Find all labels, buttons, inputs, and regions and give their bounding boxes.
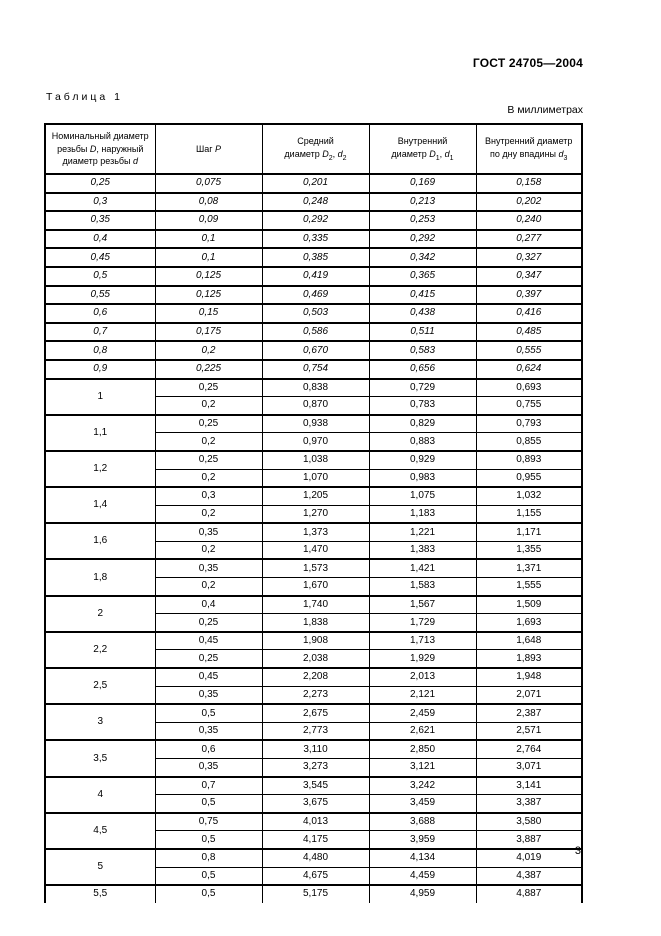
cell-d3: 1,355 bbox=[476, 541, 582, 559]
table-row bbox=[45, 341, 582, 360]
cell-pitch: 0,8 bbox=[155, 849, 262, 867]
cell-nominal-diameter: 1,2 bbox=[45, 451, 155, 487]
cell-d3: 0,347 bbox=[476, 267, 582, 286]
cell-d3: 4,387 bbox=[476, 867, 582, 885]
cell-nominal-diameter: 3,5 bbox=[45, 740, 155, 776]
cell-pitch: 0,1 bbox=[155, 230, 262, 249]
cell-d1: 0,983 bbox=[369, 469, 476, 487]
cell-nominal-diameter: 0,6 bbox=[45, 304, 155, 323]
cell-pitch: 0,075 bbox=[155, 174, 262, 193]
cell-d1: 3,959 bbox=[369, 831, 476, 849]
cell-d2: 1,205 bbox=[262, 487, 369, 505]
cell-d2: 2,273 bbox=[262, 686, 369, 704]
cell-d2: 4,175 bbox=[262, 831, 369, 849]
cell-nominal-diameter: 1,6 bbox=[45, 523, 155, 559]
cell-d2: 4,480 bbox=[262, 849, 369, 867]
cell-d3: 0,416 bbox=[476, 304, 582, 323]
cell-d3: 0,755 bbox=[476, 397, 582, 415]
cell-d1: 4,459 bbox=[369, 867, 476, 885]
cell-d2: 0,754 bbox=[262, 360, 369, 379]
table-row bbox=[45, 451, 582, 469]
units-note: В миллиметрах bbox=[507, 104, 583, 116]
table-caption: Таблица 1 bbox=[46, 91, 123, 103]
cell-d3: 3,887 bbox=[476, 831, 582, 849]
cell-d2: 4,013 bbox=[262, 813, 369, 831]
cell-nominal-diameter: 2,2 bbox=[45, 632, 155, 668]
cell-d1: 1,383 bbox=[369, 541, 476, 559]
column-header-root-diameter: Внутренний диаметр по дну впадины $d_3$ bbox=[476, 124, 582, 174]
cell-nominal-diameter: 0,9 bbox=[45, 360, 155, 379]
cell-d1: 0,213 bbox=[369, 193, 476, 212]
cell-pitch: 0,09 bbox=[155, 211, 262, 230]
cell-nominal-diameter: 0,35 bbox=[45, 211, 155, 230]
cell-d2: 3,273 bbox=[262, 759, 369, 777]
cell-d3: 3,580 bbox=[476, 813, 582, 831]
cell-d2: 1,070 bbox=[262, 469, 369, 487]
cell-nominal-diameter: 0,45 bbox=[45, 248, 155, 267]
cell-nominal-diameter: 0,7 bbox=[45, 323, 155, 342]
cell-d3: 0,893 bbox=[476, 451, 582, 469]
cell-d3: 0,397 bbox=[476, 286, 582, 305]
cell-pitch: 0,125 bbox=[155, 267, 262, 286]
table-row bbox=[45, 704, 582, 722]
cell-d1: 0,929 bbox=[369, 451, 476, 469]
table-row bbox=[45, 193, 582, 212]
cell-d3: 0,855 bbox=[476, 433, 582, 451]
cell-pitch: 0,2 bbox=[155, 433, 262, 451]
cell-pitch: 0,25 bbox=[155, 451, 262, 469]
cell-d2: 1,908 bbox=[262, 632, 369, 650]
cell-d2: 0,385 bbox=[262, 248, 369, 267]
header-row bbox=[45, 124, 582, 174]
cell-d2: 4,675 bbox=[262, 867, 369, 885]
cell-d3: 0,485 bbox=[476, 323, 582, 342]
table-row bbox=[45, 304, 582, 323]
cell-nominal-diameter: 0,4 bbox=[45, 230, 155, 249]
cell-d1: 0,656 bbox=[369, 360, 476, 379]
cell-pitch: 0,35 bbox=[155, 686, 262, 704]
table bbox=[44, 123, 583, 903]
cell-pitch: 0,35 bbox=[155, 759, 262, 777]
cell-d1: 0,783 bbox=[369, 397, 476, 415]
cell-d2: 0,292 bbox=[262, 211, 369, 230]
cell-d1: 1,183 bbox=[369, 505, 476, 523]
cell-d1: 1,583 bbox=[369, 578, 476, 596]
cell-pitch: 0,1 bbox=[155, 248, 262, 267]
cell-d2: 0,870 bbox=[262, 397, 369, 415]
cell-d3: 0,555 bbox=[476, 341, 582, 360]
table-row bbox=[45, 885, 582, 903]
cell-d1: 4,959 bbox=[369, 885, 476, 903]
table-row bbox=[45, 211, 582, 230]
table-row bbox=[45, 487, 582, 505]
cell-d1: 2,850 bbox=[369, 740, 476, 758]
cell-d2: 3,675 bbox=[262, 795, 369, 813]
cell-nominal-diameter: 4,5 bbox=[45, 813, 155, 849]
cell-d2: 0,201 bbox=[262, 174, 369, 193]
cell-pitch: 0,3 bbox=[155, 487, 262, 505]
cell-d1: 1,221 bbox=[369, 523, 476, 541]
cell-d3: 1,032 bbox=[476, 487, 582, 505]
cell-d3: 0,277 bbox=[476, 230, 582, 249]
cell-d2: 1,373 bbox=[262, 523, 369, 541]
cell-d1: 0,415 bbox=[369, 286, 476, 305]
cell-d3: 3,387 bbox=[476, 795, 582, 813]
cell-pitch: 0,25 bbox=[155, 614, 262, 632]
cell-d2: 0,419 bbox=[262, 267, 369, 286]
table-row bbox=[45, 740, 582, 758]
cell-d3: 1,509 bbox=[476, 596, 582, 614]
column-header-pitch: Шаг P bbox=[155, 124, 262, 174]
cell-pitch: 0,125 bbox=[155, 286, 262, 305]
table-row bbox=[45, 379, 582, 397]
cell-pitch: 0,15 bbox=[155, 304, 262, 323]
table-row bbox=[45, 523, 582, 541]
cell-d1: 0,583 bbox=[369, 341, 476, 360]
cell-d2: 0,335 bbox=[262, 230, 369, 249]
cell-d3: 3,071 bbox=[476, 759, 582, 777]
cell-pitch: 0,2 bbox=[155, 469, 262, 487]
cell-d3: 0,158 bbox=[476, 174, 582, 193]
cell-d3: 1,371 bbox=[476, 559, 582, 577]
cell-pitch: 0,5 bbox=[155, 885, 262, 903]
cell-d3: 1,555 bbox=[476, 578, 582, 596]
cell-nominal-diameter: 0,8 bbox=[45, 341, 155, 360]
cell-d1: 3,242 bbox=[369, 777, 476, 795]
table-row bbox=[45, 415, 582, 433]
cell-d3: 0,202 bbox=[476, 193, 582, 212]
cell-d1: 1,729 bbox=[369, 614, 476, 632]
cell-d2: 1,670 bbox=[262, 578, 369, 596]
cell-d2: 3,545 bbox=[262, 777, 369, 795]
cell-pitch: 0,35 bbox=[155, 523, 262, 541]
column-header-nominal-diameter: Номинальный диаметр резьбы D, наружный диаметр резьбы d bbox=[45, 124, 155, 174]
cell-d2: 3,110 bbox=[262, 740, 369, 758]
cell-d1: 0,342 bbox=[369, 248, 476, 267]
cell-d1: 0,253 bbox=[369, 211, 476, 230]
page-number: 3 bbox=[574, 845, 581, 857]
cell-d1: 2,459 bbox=[369, 704, 476, 722]
table-row bbox=[45, 286, 582, 305]
cell-pitch: 0,2 bbox=[155, 541, 262, 559]
cell-d2: 0,838 bbox=[262, 379, 369, 397]
cell-d3: 1,648 bbox=[476, 632, 582, 650]
cell-d2: 0,970 bbox=[262, 433, 369, 451]
cell-d2: 2,675 bbox=[262, 704, 369, 722]
cell-nominal-diameter: 5,5 bbox=[45, 885, 155, 903]
cell-d1: 2,621 bbox=[369, 722, 476, 740]
cell-pitch: 0,75 bbox=[155, 813, 262, 831]
cell-d1: 0,829 bbox=[369, 415, 476, 433]
table-row bbox=[45, 632, 582, 650]
cell-pitch: 0,35 bbox=[155, 722, 262, 740]
cell-d2: 1,740 bbox=[262, 596, 369, 614]
cell-d1: 1,075 bbox=[369, 487, 476, 505]
cell-d1: 3,688 bbox=[369, 813, 476, 831]
cell-pitch: 0,225 bbox=[155, 360, 262, 379]
cell-d3: 2,387 bbox=[476, 704, 582, 722]
cell-d2: 2,038 bbox=[262, 650, 369, 668]
cell-d1: 4,134 bbox=[369, 849, 476, 867]
column-header-pitch-diameter: Средний диаметр $D_2$, $d_2$ bbox=[262, 124, 369, 174]
cell-d3: 2,764 bbox=[476, 740, 582, 758]
cell-d3: 1,893 bbox=[476, 650, 582, 668]
cell-d3: 2,571 bbox=[476, 722, 582, 740]
cell-d2: 1,470 bbox=[262, 541, 369, 559]
thread-dimensions-table bbox=[44, 123, 583, 903]
table-row bbox=[45, 777, 582, 795]
cell-d3: 0,793 bbox=[476, 415, 582, 433]
cell-d3: 2,071 bbox=[476, 686, 582, 704]
cell-d3: 0,240 bbox=[476, 211, 582, 230]
cell-d2: 2,773 bbox=[262, 722, 369, 740]
cell-nominal-diameter: 0,55 bbox=[45, 286, 155, 305]
cell-pitch: 0,2 bbox=[155, 341, 262, 360]
column-header-minor-diameter: Внутренний диаметр $D_1$, $d_1$ bbox=[369, 124, 476, 174]
cell-d2: 0,586 bbox=[262, 323, 369, 342]
cell-d1: 3,121 bbox=[369, 759, 476, 777]
cell-pitch: 0,6 bbox=[155, 740, 262, 758]
cell-d2: 0,938 bbox=[262, 415, 369, 433]
table-row bbox=[45, 267, 582, 286]
cell-d2: 1,270 bbox=[262, 505, 369, 523]
cell-pitch: 0,5 bbox=[155, 795, 262, 813]
cell-d2: 0,503 bbox=[262, 304, 369, 323]
cell-nominal-diameter: 1,4 bbox=[45, 487, 155, 523]
table-row bbox=[45, 248, 582, 267]
cell-d2: 0,248 bbox=[262, 193, 369, 212]
cell-pitch: 0,25 bbox=[155, 415, 262, 433]
cell-d2: 1,573 bbox=[262, 559, 369, 577]
cell-d3: 1,171 bbox=[476, 523, 582, 541]
cell-d1: 1,929 bbox=[369, 650, 476, 668]
cell-d2: 5,175 bbox=[262, 885, 369, 903]
cell-nominal-diameter: 2 bbox=[45, 596, 155, 632]
document-number: ГОСТ 24705—2004 bbox=[472, 56, 583, 70]
table-row bbox=[45, 668, 582, 686]
cell-pitch: 0,2 bbox=[155, 505, 262, 523]
cell-nominal-diameter: 0,3 bbox=[45, 193, 155, 212]
cell-d3: 0,693 bbox=[476, 379, 582, 397]
cell-d3: 4,019 bbox=[476, 849, 582, 867]
cell-pitch: 0,35 bbox=[155, 559, 262, 577]
cell-nominal-diameter: 4 bbox=[45, 777, 155, 813]
cell-pitch: 0,5 bbox=[155, 867, 262, 885]
table-body bbox=[45, 174, 582, 903]
cell-d3: 1,155 bbox=[476, 505, 582, 523]
cell-d3: 3,141 bbox=[476, 777, 582, 795]
cell-d2: 1,038 bbox=[262, 451, 369, 469]
cell-d1: 0,438 bbox=[369, 304, 476, 323]
cell-d1: 0,292 bbox=[369, 230, 476, 249]
cell-d2: 0,670 bbox=[262, 341, 369, 360]
cell-pitch: 0,5 bbox=[155, 831, 262, 849]
cell-nominal-diameter: 1,8 bbox=[45, 559, 155, 595]
cell-pitch: 0,2 bbox=[155, 578, 262, 596]
cell-d3: 0,624 bbox=[476, 360, 582, 379]
table-row bbox=[45, 174, 582, 193]
cell-nominal-diameter: 0,5 bbox=[45, 267, 155, 286]
cell-d1: 2,013 bbox=[369, 668, 476, 686]
cell-d2: 2,208 bbox=[262, 668, 369, 686]
cell-nominal-diameter: 2,5 bbox=[45, 668, 155, 704]
table-row bbox=[45, 813, 582, 831]
cell-d1: 1,713 bbox=[369, 632, 476, 650]
cell-pitch: 0,08 bbox=[155, 193, 262, 212]
cell-d1: 0,883 bbox=[369, 433, 476, 451]
cell-d3: 1,948 bbox=[476, 668, 582, 686]
cell-d2: 0,469 bbox=[262, 286, 369, 305]
cell-d3: 0,327 bbox=[476, 248, 582, 267]
table-row bbox=[45, 360, 582, 379]
cell-d1: 1,421 bbox=[369, 559, 476, 577]
cell-nominal-diameter: 1 bbox=[45, 379, 155, 415]
table-row bbox=[45, 596, 582, 614]
cell-pitch: 0,5 bbox=[155, 704, 262, 722]
table-header bbox=[45, 124, 582, 174]
cell-d3: 4,887 bbox=[476, 885, 582, 903]
cell-pitch: 0,175 bbox=[155, 323, 262, 342]
cell-nominal-diameter: 1,1 bbox=[45, 415, 155, 451]
cell-pitch: 0,7 bbox=[155, 777, 262, 795]
cell-d3: 1,693 bbox=[476, 614, 582, 632]
cell-pitch: 0,4 bbox=[155, 596, 262, 614]
cell-d1: 3,459 bbox=[369, 795, 476, 813]
cell-nominal-diameter: 3 bbox=[45, 704, 155, 740]
cell-pitch: 0,25 bbox=[155, 650, 262, 668]
cell-d3: 0,955 bbox=[476, 469, 582, 487]
cell-d1: 1,567 bbox=[369, 596, 476, 614]
cell-pitch: 0,25 bbox=[155, 379, 262, 397]
cell-nominal-diameter: 5 bbox=[45, 849, 155, 885]
cell-nominal-diameter: 0,25 bbox=[45, 174, 155, 193]
table-row bbox=[45, 323, 582, 342]
cell-d1: 0,511 bbox=[369, 323, 476, 342]
table-row bbox=[45, 230, 582, 249]
cell-pitch: 0,45 bbox=[155, 668, 262, 686]
cell-d1: 0,169 bbox=[369, 174, 476, 193]
table-row bbox=[45, 849, 582, 867]
table-row bbox=[45, 559, 582, 577]
cell-pitch: 0,2 bbox=[155, 397, 262, 415]
cell-pitch: 0,45 bbox=[155, 632, 262, 650]
cell-d1: 0,729 bbox=[369, 379, 476, 397]
cell-d2: 1,838 bbox=[262, 614, 369, 632]
cell-d1: 2,121 bbox=[369, 686, 476, 704]
cell-d1: 0,365 bbox=[369, 267, 476, 286]
